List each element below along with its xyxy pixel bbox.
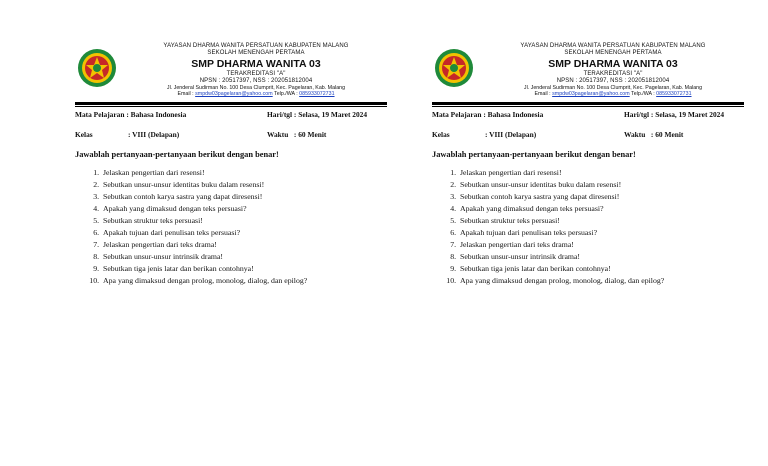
class-label: Kelas	[432, 130, 450, 139]
date-label: Hari/tgl	[267, 110, 293, 119]
school-ids: NPSN : 20517397, NSS : 202051812004	[199, 77, 313, 84]
contact-line	[125, 91, 387, 97]
subject	[75, 110, 186, 119]
question-item: 3. Sebutkan contoh karya sastra yang dapat diresensi!	[101, 191, 387, 203]
meta-row-class	[432, 130, 744, 142]
meta-row-subject	[75, 110, 387, 122]
question-item: 1. Jelaskan pengertian dari resensi!	[458, 167, 744, 179]
class-label: Kelas	[75, 130, 93, 139]
question-item: 7. Jelaskan pengertian dari teks drama!	[458, 239, 744, 251]
instruction: Jawablah pertanyaan-pertanyaan berikut dengan benar!	[432, 150, 636, 159]
question-item: 1. Jelaskan pengertian dari resensi!	[101, 167, 387, 179]
question-list	[75, 167, 387, 287]
subject-label: Mata Pelajaran	[432, 110, 482, 119]
school-address: Jl. Jenderal Sudirman No. 100 Desa Clumprit, Kec. Pagelaran, Kab. Malang	[523, 84, 703, 91]
question-item: 10. Apa yang dimaksud dengan prolog, monolog, dialog, dan epilog?	[101, 275, 387, 287]
question-item: 5. Sebutkan struktur teks persuasi!	[458, 215, 744, 227]
foundation-name: YAYASAN DHARMA WANITA PERSATUAN KABUPATEN MALANG	[520, 43, 706, 49]
email-label: Email :	[534, 90, 553, 97]
question-item: 4. Apakah yang dimaksud dengan teks persuasi?	[101, 203, 387, 215]
school-name: SMP DHARMA WANITA 03	[548, 57, 678, 70]
contact-line	[482, 91, 744, 97]
date	[624, 110, 724, 119]
subject-label: Mata Pelajaran	[75, 110, 125, 119]
question-item: 6. Apakah tujuan dari penulisan teks persuasi?	[458, 227, 744, 239]
letterhead	[75, 40, 387, 102]
meta-row-class	[75, 130, 387, 142]
class-value: : VIII (Delapan)	[128, 130, 180, 139]
exam-sheet-left	[75, 40, 387, 287]
school-level: SEKOLAH MENENGAH PERTAMA	[207, 49, 305, 56]
header-rule-thick	[75, 102, 387, 105]
question-item: 9. Sebutkan tiga jenis latar dan berikan contohnya!	[458, 263, 744, 275]
accreditation: TERAKREDITASI "A"	[583, 70, 643, 77]
date	[267, 110, 367, 119]
subject-value: : Bahasa Indonesia	[126, 110, 187, 119]
question-item: 7. Jelaskan pengertian dari teks drama!	[101, 239, 387, 251]
time	[624, 130, 683, 139]
phone-link[interactable]: 085933072731	[656, 90, 692, 97]
exam-sheet-right	[432, 40, 744, 287]
question-item: 3. Sebutkan contoh karya sastra yang dapat diresensi!	[458, 191, 744, 203]
foundation-name: YAYASAN DHARMA WANITA PERSATUAN KABUPATEN MALANG	[163, 43, 349, 49]
question-item: 2. Sebutkan unsur-unsur identitas buku dalam resensi!	[458, 179, 744, 191]
accreditation: TERAKREDITASI "A"	[226, 70, 286, 77]
time	[267, 130, 326, 139]
header-rule-thick	[432, 102, 744, 105]
question-item: 8. Sebutkan unsur-unsur intrinsik drama!	[101, 251, 387, 263]
school-ids: NPSN : 20517397, NSS : 202051812004	[556, 77, 670, 84]
time-value: : 60 Menit	[293, 130, 327, 139]
time-label: Waktu	[267, 130, 289, 139]
email-link[interactable]: smpdw03pagelaran@yahoo.com	[552, 90, 630, 97]
school-logo-icon	[77, 48, 117, 88]
date-value: : Selasa, 19 Maret 2024	[650, 110, 725, 119]
letterhead	[432, 40, 744, 102]
time-label: Waktu	[624, 130, 646, 139]
class	[432, 130, 537, 139]
date-label: Hari/tgl	[624, 110, 650, 119]
question-item: 2. Sebutkan unsur-unsur identitas buku dalam resensi!	[101, 179, 387, 191]
phone-label: Telp./WA :	[272, 90, 300, 97]
instruction: Jawablah pertanyaan-pertanyaan berikut dengan benar!	[75, 150, 279, 159]
class-value: : VIII (Delapan)	[485, 130, 537, 139]
phone-link[interactable]: 085933072731	[299, 90, 335, 97]
question-item: 9. Sebutkan tiga jenis latar dan berikan contohnya!	[101, 263, 387, 275]
question-list	[432, 167, 744, 287]
phone-label: Telp./WA :	[629, 90, 657, 97]
subject	[432, 110, 543, 119]
email-label: Email :	[177, 90, 196, 97]
school-level: SEKOLAH MENENGAH PERTAMA	[564, 49, 662, 56]
question-item: 10. Apa yang dimaksud dengan prolog, monolog, dialog, dan epilog?	[458, 275, 744, 287]
class	[75, 130, 180, 139]
school-address: Jl. Jenderal Sudirman No. 100 Desa Clumprit, Kec. Pagelaran, Kab. Malang	[166, 84, 346, 91]
subject-value: : Bahasa Indonesia	[483, 110, 544, 119]
header-rule-thin	[75, 106, 387, 107]
question-item: 8. Sebutkan unsur-unsur intrinsik drama!	[458, 251, 744, 263]
school-logo-icon	[434, 48, 474, 88]
question-item: 6. Apakah tujuan dari penulisan teks persuasi?	[101, 227, 387, 239]
date-value: : Selasa, 19 Maret 2024	[293, 110, 368, 119]
meta-row-subject	[432, 110, 744, 122]
question-item: 5. Sebutkan struktur teks persuasi!	[101, 215, 387, 227]
school-name: SMP DHARMA WANITA 03	[191, 57, 321, 70]
header-rule-thin	[432, 106, 744, 107]
email-link[interactable]: smpdw03pagelaran@yahoo.com	[195, 90, 273, 97]
question-item: 4. Apakah yang dimaksud dengan teks persuasi?	[458, 203, 744, 215]
time-value: : 60 Menit	[650, 130, 684, 139]
